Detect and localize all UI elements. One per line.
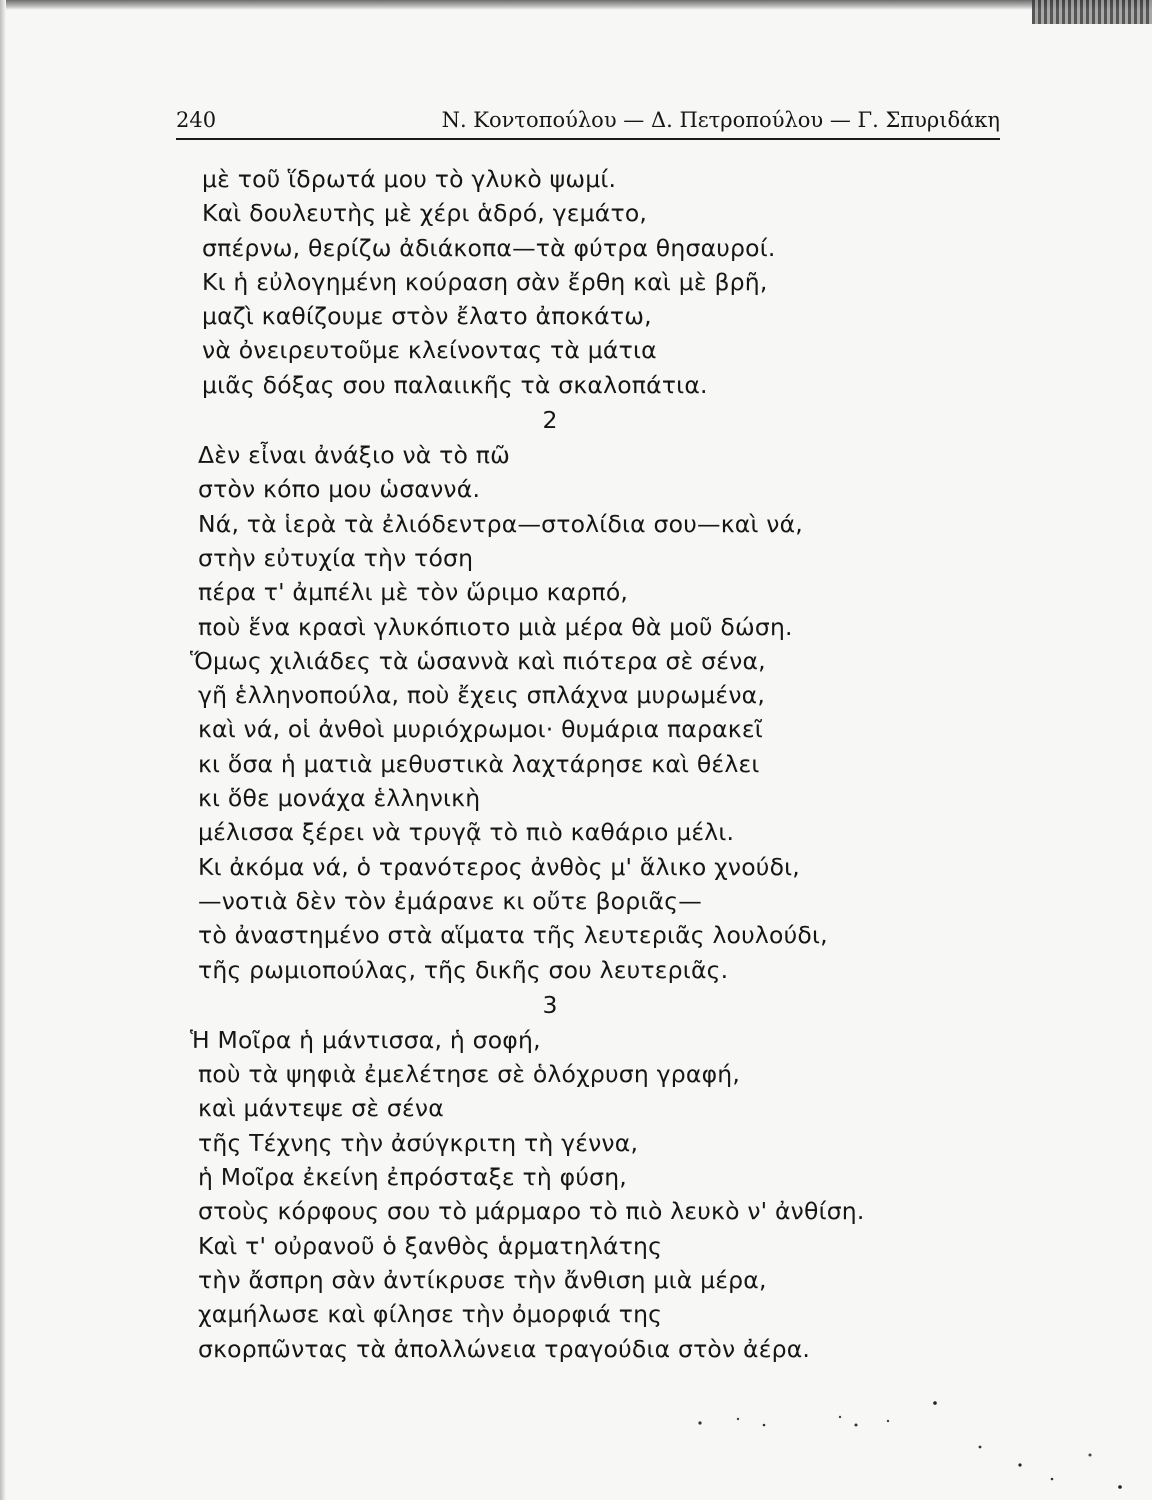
section-number: 2	[542, 406, 558, 435]
verse-line: Νά, τὰ ἱερὰ τὰ ἐλιόδεντρα—στολίδια σου—καὶ νά,	[198, 509, 803, 538]
section-3-stanza	[190, 1023, 950, 1366]
verse-line: σπέρνω, θερίζω ἀδιάκοπα—τὰ φύτρα θησαυροί.	[202, 233, 776, 262]
verse-line: κι ὅσα ἡ ματιὰ μεθυστικὰ λαχτάρησε καὶ θέλει	[198, 749, 760, 778]
verse-line: Κι ἀκόμα νά, ὁ τρανότερος ἀνθὸς μ' ἅλικο χνούδι,	[198, 852, 800, 881]
verse-line: κι ὅθε μονάχα ἑλληνικὴ	[198, 784, 481, 813]
scan-specks	[680, 1395, 1140, 1495]
page-left-edge-shadow	[0, 0, 6, 1500]
section-number: 3	[542, 990, 558, 1019]
verse-line: καὶ μάντεψε σὲ σένα	[198, 1094, 444, 1123]
verse-line: νὰ ὀνειρευτοῦμε κλείνοντας τὰ μάτια	[202, 336, 657, 365]
page-top-edge-shadow	[0, 0, 1152, 10]
verse-line: μιᾶς δόξας σου παλαιικῆς τὰ σκαλοπάτια.	[202, 370, 708, 399]
header-authors: Ν. Κοντοπούλου — Δ. Πετροπούλου — Γ. Σπυριδάκη	[441, 108, 1000, 132]
verse-line: Ἡ Μοῖρα ἡ μάντισσα, ἡ σοφή,	[190, 1025, 541, 1054]
verse-line: ποὺ ἕνα κρασὶ γλυκόπιοτο μιὰ μέρα θὰ μοῦ δώση.	[198, 612, 793, 641]
verse-line: Καὶ δουλευτὴς μὲ χέρι ἁδρό, γεμάτο,	[202, 199, 648, 228]
verse-line: τὸ ἀναστημένο στὰ αἵματα τῆς λευτεριᾶς λουλούδι,	[198, 921, 828, 950]
verse-line: Κι ἡ εὐλογημένη κούραση σὰν ἔρθη καὶ μὲ βρῆ,	[202, 267, 768, 296]
verse-line: στὴν εὐτυχία τὴν τόση	[198, 543, 474, 572]
binding-edge-texture	[1032, 0, 1152, 24]
section-2-stanza	[190, 438, 950, 987]
verse-line: Καὶ τ' οὐρανοῦ ὁ ξανθὸς ἁρματηλάτης	[198, 1231, 663, 1260]
verse-line: μὲ τοῦ ἵδρωτά μου τὸ γλυκὸ ψωμί.	[202, 165, 617, 193]
intro-stanza	[190, 162, 950, 402]
verse-line: στοὺς κόρφους σου τὸ μάρμαρο τὸ πιὸ λευκὸ ν' ἀνθίση.	[198, 1197, 865, 1226]
verse-line: τῆς Τέχνης τὴν ἀσύγκριτη τὴ γέννα,	[198, 1128, 639, 1157]
verse-line: τὴν ἄσπρη σὰν ἀντίκρυσε τὴν ἄνθιση μιὰ μέρα,	[198, 1265, 767, 1294]
verse-line: ποὺ τὰ ψηφιὰ ἐμελέτησε σὲ ὁλόχρυση γραφή,	[198, 1060, 741, 1089]
verse-line: στὸν κόπο μου ὡσαννά.	[198, 475, 481, 504]
verse-line: μέλισσα ξέρει νὰ τρυγᾷ τὸ πιὸ καθάριο μέλι.	[198, 818, 735, 847]
verse-line: τῆς ρωμιοπούλας, τῆς δικῆς σου λευτεριᾶς.	[198, 955, 729, 984]
verse-line: πέρα τ' ἀμπέλι μὲ τὸν ὥριμο καρπό,	[198, 578, 629, 607]
verse-line: γῆ ἑλληνοπούλα, ποὺ ἔχεις σπλάχνα μυρωμένα,	[198, 681, 766, 710]
verse-line: ἡ Μοῖρα ἐκείνη ἐπρόσταξε τὴ φύση,	[198, 1163, 627, 1192]
verse-line: Ὅμως χιλιάδες τὰ ὡσαννὰ καὶ πιότερα σὲ σένα,	[190, 646, 766, 675]
verse-line: σκορπῶντας τὰ ἀπολλώνεια τραγούδια στὸν ἀέρα.	[198, 1334, 811, 1363]
page-number: 240	[176, 108, 217, 132]
verse-line: μαζὶ καθίζουμε στὸν ἔλατο ἀποκάτω,	[202, 302, 652, 331]
verse-line: χαμήλωσε καὶ φίλησε τὴν ὀμορφιά της	[198, 1300, 663, 1329]
verse-line: Δὲν εἶναι ἀνάξιο νὰ τὸ πῶ	[198, 441, 510, 470]
verse-line: καὶ νά, οἱ ἀνθοὶ μυριόχρωμοι· θυμάρια παρακεῖ	[198, 715, 763, 744]
running-header	[176, 104, 1000, 140]
verse-line: —νοτιὰ δὲν τὸν ἐμάρανε κι οὔτε βοριᾶς—	[198, 886, 702, 915]
poem-body	[190, 162, 950, 1366]
